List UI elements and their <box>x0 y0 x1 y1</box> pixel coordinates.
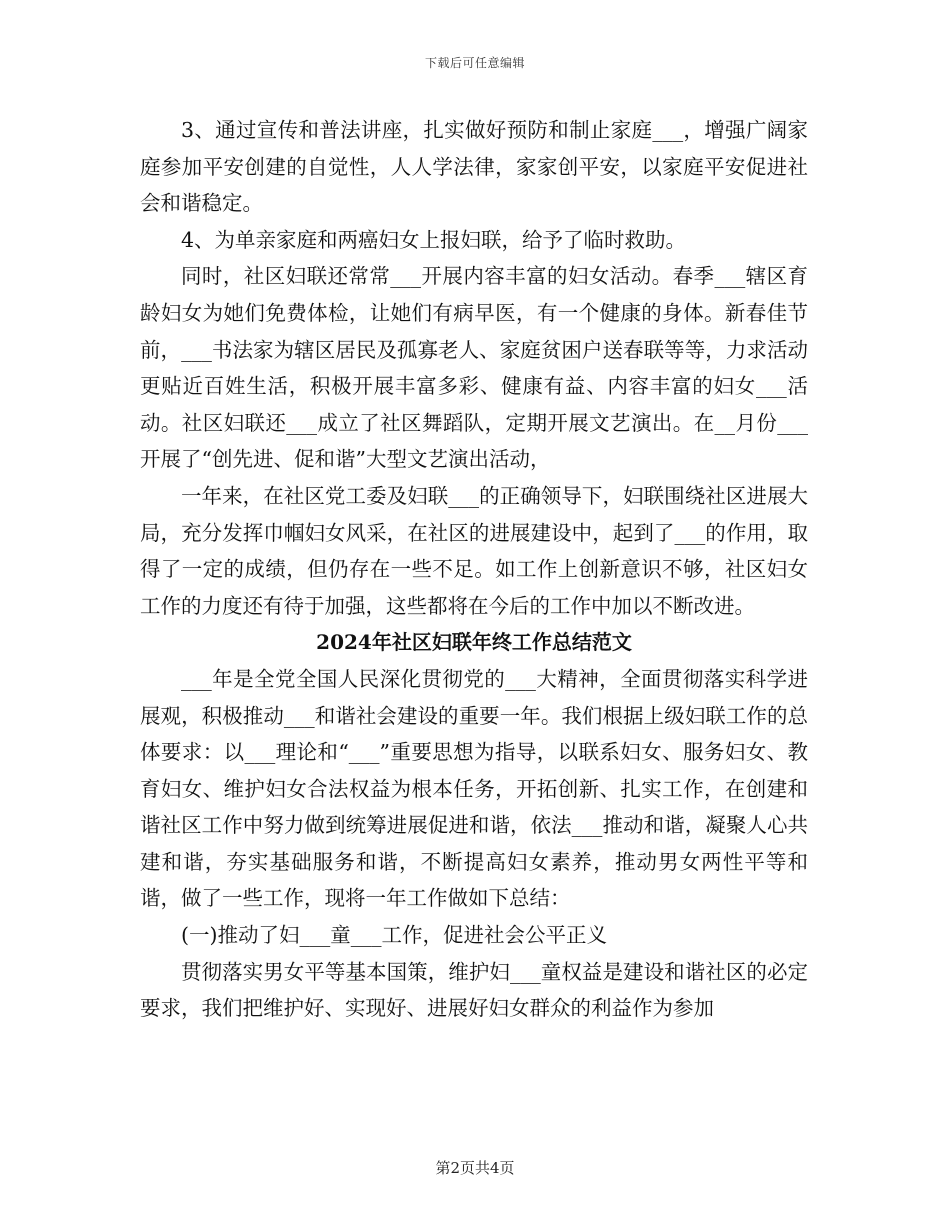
subheading-one: (一)推动了妇___童___工作，促进社会公平正义 <box>181 923 607 948</box>
paragraph-item-3: 3、通过宣传和普法讲座，扎实做好预防和制止家庭___，增强广阔家庭参加平安创建的自觉性，人人学法律，家家创平安，以家庭平安促进社会和谐稳定。 <box>140 118 808 216</box>
paragraph-rights: 贯彻落实男女平等基本国策，维护妇___童权益是建设和谐社区的必定要求，我们把维护好、实现好、进展好妇女群众的利益作为参加 <box>140 959 808 1021</box>
page-number: 第2页共4页 <box>435 1159 515 1177</box>
paragraph-item-4: 4、为单亲家庭和两癌妇女上报妇联，给予了临时救助。 <box>181 227 687 252</box>
paragraph-activities: 同时，社区妇联还常常___开展内容丰富的妇女活动。春季___辖区育龄妇女为她们免费体检，让她们有病早医，有一个健康的身体。新春佳节前，___书法家为辖区居民及孤寡老人、家庭贫困户送春联等等，力求活动更贴近百姓生活，积极开展丰富多彩、健康有益、内容丰富的妇女___活动。社区妇联还___成立了社区舞蹈队，定期开展文艺演出。在__月份___开展了“创先进、促和谐”大型文艺演出活动， <box>140 264 808 472</box>
page-header: 下载后可任意编辑 <box>424 56 525 70</box>
paragraph-year-review: 一年来，在社区党工委及妇联___的正确领导下，妇联围绕社区进展大局，充分发挥巾帼妇女风采，在社区的进展建设中，起到了___的作用，取得了一定的成绩，但仍存在一些不足。如工作上创新意识不够，社区妇女工作的力度还有待于加强，这些都将在今后的工作中加以不断改进。 <box>140 483 808 618</box>
section-title: 2024年社区妇联年终工作总结范文 <box>316 630 632 655</box>
document-body <box>140 112 808 1027</box>
paragraph-intro: ___年是全党全国人民深化贯彻党的___大精神，全面贯彻落实科学进展观，积极推动___和谐社会建设的重要一年。我们根据上级妇联工作的总体要求：以___理论和“___”重要思想为指导，以联系妇女、服务妇女、教育妇女、维护妇女合法权益为根本任务，开拓创新、扎实工作，在创建和谐社区工作中努力做到统筹进展促进和谐，依法___推动和谐，凝聚人心共建和谐，夯实基础服务和谐，不断提高妇女素养，推动男女两性平等和谐，做了一些工作，现将一年工作做如下总结： <box>140 666 808 911</box>
